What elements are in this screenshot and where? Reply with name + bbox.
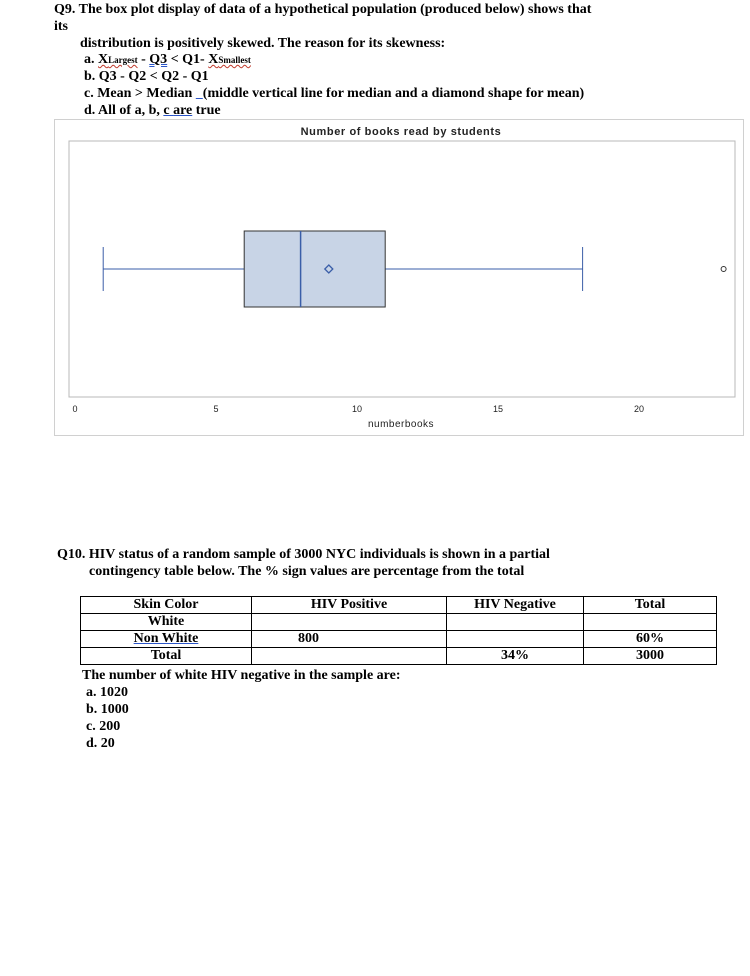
q10-line1: Q10. HIV status of a random sample of 3000 NYC individuals is shown in a partial xyxy=(57,547,550,562)
q9-option-d: d. All of a, b, c are true xyxy=(84,103,221,118)
q9-option-c: c. Mean > Median (middle vertical line for median and a diamond shape for mean) xyxy=(84,86,585,101)
x-tick-label: 15 xyxy=(492,404,504,414)
q9-line1: Q9. The box plot display of data of a hypothetical population (produced below) shows that xyxy=(54,2,592,17)
q9-option-a: a. XLargest - Q3 < Q1- XSmallest xyxy=(84,52,251,67)
table-cell: Non White xyxy=(81,631,252,648)
table-cell xyxy=(447,614,584,631)
q10-option-c: c. 200 xyxy=(86,719,121,734)
table-row xyxy=(81,614,717,631)
header-cell: Skin Color xyxy=(81,597,252,614)
table-header-row xyxy=(81,597,717,614)
table-cell xyxy=(584,614,717,631)
header-cell: Total xyxy=(584,597,717,614)
q10-question: The number of white HIV negative in the sample are: xyxy=(82,668,401,683)
q9-line2: its xyxy=(54,19,68,34)
table-cell: 34% xyxy=(447,648,584,665)
box-plot-chart xyxy=(54,119,744,436)
q10-line2: contingency table below. The % sign values are percentage from the total xyxy=(89,564,525,579)
table-cell: Total xyxy=(81,648,252,665)
table-cell xyxy=(447,631,584,648)
q10-option-d: d. 20 xyxy=(86,736,115,751)
q10-option-b: b. 1000 xyxy=(86,702,129,717)
header-cell: HIV Positive xyxy=(252,597,447,614)
header-cell: HIV Negative xyxy=(447,597,584,614)
q9-line3: distribution is positively skewed. The reason for its skewness: xyxy=(80,36,446,51)
x-tick-label: 0 xyxy=(72,404,78,414)
q10-option-a: a. 1020 xyxy=(86,685,128,700)
table-row xyxy=(81,648,717,665)
x-tick-label: 10 xyxy=(351,404,363,414)
table-cell: 60% xyxy=(584,631,717,648)
iqr-box xyxy=(244,231,385,307)
q9-option-b: b. Q3 - Q2 < Q2 - Q1 xyxy=(84,69,209,84)
table-cell: White xyxy=(81,614,252,631)
chart-title: Number of books read by students xyxy=(300,126,502,138)
table-cell: 3000 xyxy=(584,648,717,665)
x-axis-label: numberbooks xyxy=(367,419,435,430)
table-cell: 800 xyxy=(252,631,447,648)
x-tick-label: 5 xyxy=(213,404,219,414)
table-cell xyxy=(252,648,447,665)
contingency-table xyxy=(80,596,717,665)
table-row xyxy=(81,631,717,648)
x-tick-label: 20 xyxy=(633,404,645,414)
box-plot-svg xyxy=(55,120,745,437)
table-cell xyxy=(252,614,447,631)
